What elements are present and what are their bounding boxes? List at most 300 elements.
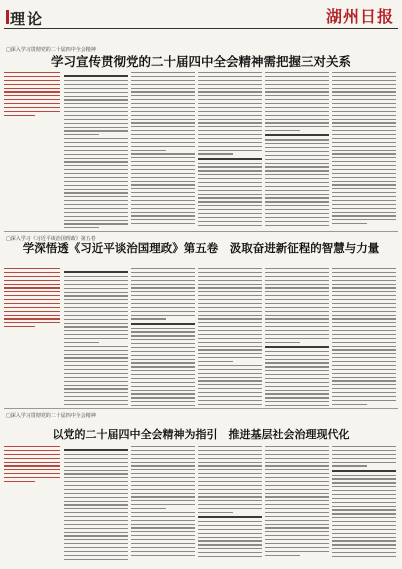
text-line [332,208,396,209]
text-line [131,355,195,356]
text-line [332,357,396,358]
text-line [198,361,233,362]
text-line [131,539,195,540]
text-line [64,223,128,224]
text-line [131,95,195,96]
text-line [198,384,262,385]
text-line [131,212,195,213]
text-line [64,539,128,540]
text-line [64,185,128,186]
text-line [64,315,128,316]
newspaper-logo: 湖州日报 [325,7,394,26]
text-line [131,130,195,131]
text-line [64,307,128,308]
text-line [131,84,195,85]
text-line [265,362,329,363]
text-line [265,551,329,552]
text-line [64,508,128,509]
text-line [332,181,396,182]
text-line [332,91,396,92]
text-line [4,295,60,296]
text-line [131,76,195,77]
text-line [64,381,128,382]
text-line [332,334,396,335]
text-line [332,138,396,139]
text-line [131,378,195,379]
text-line [198,353,262,354]
text-line [4,322,60,323]
text-line [265,481,329,482]
text-line [131,454,195,455]
text-line [4,469,60,470]
text-line [332,169,396,170]
text-line [4,291,60,292]
text-line [64,220,128,221]
text-line [332,521,396,522]
text-line [131,374,195,375]
article-1-kicker: □深入学习贯彻党的二十届四中全会精神 [6,47,96,53]
text-line [198,111,262,112]
text-line [131,126,195,127]
article-3-abstract [4,446,60,485]
text-line [198,465,262,466]
text-line [4,99,60,100]
section-divider [4,408,398,409]
text-line [4,458,60,459]
text-line [4,318,60,319]
text-line [198,225,262,226]
text-line [198,130,262,131]
text-line [64,84,128,85]
text-line [64,369,128,370]
text-line [265,107,329,108]
text-line [332,196,396,197]
text-line [198,544,262,545]
text-line [198,548,262,549]
masthead-rule [4,28,398,29]
text-line [332,111,396,112]
text-line [265,496,329,497]
text-line [4,88,60,89]
text-line [64,107,128,108]
text-line [198,115,262,116]
text-line [198,95,262,96]
text-line [198,311,262,312]
text-line [198,357,262,358]
text-line [64,127,128,128]
text-line [265,524,329,525]
text-line [131,280,195,281]
text-line [265,111,329,112]
article-2-column [64,268,128,412]
text-line [332,458,396,459]
text-line [332,517,396,518]
text-line [64,338,128,339]
text-line [332,188,396,189]
text-line [265,378,329,379]
text-line [64,115,128,116]
text-line [64,373,128,374]
text-line [265,80,329,81]
text-line [198,186,262,187]
text-line [131,535,195,536]
text-line [198,446,262,447]
text-line [332,122,396,123]
text-line [64,547,128,548]
text-line [4,477,60,478]
text-line [131,192,195,193]
text-line [332,373,396,374]
text-line [131,188,195,189]
text-line [64,196,128,197]
text-line [265,221,329,222]
text-line [332,272,396,273]
article-3-headline[interactable]: 以党的二十届四中全会精神为指引 推进基层社会治理现代化 [52,428,350,441]
text-line [198,516,262,518]
text-line [4,303,60,304]
text-line [265,393,329,394]
text-line [198,197,262,198]
text-line [332,450,396,451]
text-line [198,462,262,463]
text-line [332,130,396,131]
text-line [332,84,396,85]
text-line [265,477,329,478]
text-line [64,200,128,201]
text-line [332,330,396,331]
text-line [64,111,128,112]
text-line [131,196,195,197]
text-line [198,556,262,557]
text-line [198,166,262,167]
text-line [131,473,195,474]
text-line [332,513,396,514]
article-2-column [265,268,329,409]
text-line [198,508,262,509]
text-line [198,209,262,210]
text-line [332,291,396,292]
text-line [265,178,329,179]
text-line [131,107,195,108]
text-line [265,401,329,402]
text-line [332,475,396,476]
text-line [332,346,396,347]
text-line [332,280,396,281]
text-line [265,346,329,348]
text-line [332,153,396,154]
text-line [332,76,396,77]
text-line [198,404,262,405]
text-line [131,307,195,308]
text-line [131,500,195,501]
text-line [265,170,329,171]
text-line [64,377,128,378]
text-line [265,182,329,183]
article-2-column [198,268,262,408]
text-line [64,466,128,467]
text-line [198,489,262,490]
text-line [131,119,195,120]
text-line [332,88,396,89]
text-line [332,157,396,158]
text-line [131,512,195,513]
text-line [265,291,329,292]
text-line [64,319,128,320]
text-line [198,287,262,288]
text-line [131,393,195,394]
article-3-kicker: □深入学习贯彻党的二十届四中全会精神 [6,413,96,419]
text-line [332,134,396,135]
article-2-abstract [4,268,60,330]
text-line [4,103,60,104]
text-line [64,99,128,100]
text-line [64,520,128,521]
text-line [265,386,329,387]
text-line [4,107,60,108]
text-line [64,75,128,77]
text-line [265,76,329,77]
text-line [64,216,128,217]
text-line [131,315,195,316]
text-line [198,142,262,143]
text-line [332,165,396,166]
text-line [265,342,300,343]
text-line [64,504,128,505]
text-line [64,334,128,335]
text-line [332,200,396,201]
text-line [4,481,35,482]
text-line [198,91,262,92]
text-line [64,516,128,517]
text-line [265,462,329,463]
text-line [332,315,396,316]
text-line [131,551,195,552]
text-line [265,458,329,459]
text-line [131,146,195,147]
text-line [64,388,128,389]
text-line [265,190,329,191]
text-line [265,535,329,536]
text-line [332,369,396,370]
text-line [265,531,329,532]
text-line [332,303,396,304]
text-line [131,458,195,459]
text-line [131,477,195,478]
text-line [198,150,262,151]
text-line [198,126,262,127]
text-line [265,174,329,175]
text-line [265,155,329,156]
article-2-headline[interactable]: 学深悟透《习近平谈治国理政》第五卷 汲取奋进新征程的智慧与力量 [22,241,380,255]
text-line [64,535,128,536]
text-line [198,107,262,108]
text-line [198,72,262,73]
text-line [64,385,128,386]
text-line [198,512,233,513]
text-line [131,208,195,209]
text-line [131,347,195,348]
masthead [4,2,398,38]
article-1-headline[interactable]: 学习宣传贯彻党的二十届四中全会精神需把握三对关系 [50,54,351,69]
text-line [131,91,195,92]
text-line [198,205,262,206]
text-line [4,326,35,327]
text-line [198,307,262,308]
text-line [198,485,262,486]
text-line [4,268,60,269]
text-line [131,496,195,497]
text-line [198,190,262,191]
text-line [265,504,329,505]
text-line [265,516,329,517]
text-line [131,276,195,277]
text-line [64,212,128,213]
text-line [198,369,262,370]
text-line [332,462,396,463]
text-line [4,95,60,96]
text-line [131,268,195,269]
text-line [64,551,128,552]
text-line [332,115,396,116]
text-line [64,284,128,285]
text-line [4,284,60,285]
text-line [332,365,396,366]
text-line [198,552,262,553]
text-line [131,219,195,220]
text-line [198,533,262,534]
article-2-column [131,268,195,409]
text-line [131,323,195,325]
text-line [265,303,329,304]
text-line [265,84,329,85]
text-line [131,343,195,344]
text-line [198,178,262,179]
text-line [64,169,128,170]
section-title: 理论 [10,10,45,28]
article-1-column [198,72,262,228]
text-line [64,80,128,81]
text-line [64,103,128,104]
text-line [265,512,329,513]
text-line [131,200,195,201]
text-line [332,204,396,205]
text-line [131,359,195,360]
text-line [4,84,60,85]
text-line [332,72,396,73]
text-line [64,470,128,471]
text-line [64,400,128,401]
text-line [332,482,396,483]
text-line [64,559,128,560]
text-line [265,276,329,277]
article-3-column [332,446,396,560]
text-line [131,223,195,224]
text-line [131,134,195,135]
text-line [131,103,195,104]
text-line [198,458,262,459]
text-line [265,143,329,144]
text-line [64,154,128,155]
text-line [64,96,128,97]
text-line [64,454,128,455]
text-line [64,119,128,120]
text-line [131,184,195,185]
text-line [265,334,329,335]
text-line [332,498,396,499]
text-line [131,390,195,391]
text-line [4,80,60,81]
text-line [265,390,329,391]
text-line [131,181,195,182]
text-line [265,330,329,331]
text-line [198,134,262,135]
text-line [64,173,128,174]
text-line [265,555,300,556]
text-line [131,80,195,81]
text-line [265,268,329,269]
text-line [4,76,60,77]
text-line [131,520,195,521]
text-line [265,307,329,308]
text-line [64,142,128,143]
article-1-column [332,72,396,227]
text-line [332,404,367,405]
text-line [332,392,396,393]
text-line [332,322,396,323]
text-line [198,322,262,323]
text-line [265,382,329,383]
text-line [131,547,195,548]
text-line [265,450,329,451]
text-line [198,392,262,393]
text-line [64,189,128,190]
text-line [265,72,329,73]
text-line [4,91,60,92]
text-line [64,92,128,93]
text-line [131,469,195,470]
text-line [332,223,367,224]
text-line [332,396,396,397]
text-line [131,362,195,363]
text-line [332,537,396,538]
text-line [198,500,262,501]
text-line [64,512,128,513]
text-line [332,99,396,100]
text-line [198,540,262,541]
text-line [198,493,262,494]
text-line [64,493,128,494]
text-line [198,217,262,218]
text-line [131,122,195,123]
text-line [332,126,396,127]
text-line [332,299,396,300]
text-line [332,287,396,288]
text-line [332,540,396,541]
text-line [265,508,329,509]
text-line [265,370,329,371]
text-line [64,392,128,393]
text-line [332,212,396,213]
text-line [131,115,195,116]
text-line [265,272,329,273]
text-line [64,88,128,89]
text-line [4,454,60,455]
text-line [332,107,396,108]
text-line [265,500,329,501]
article-3-column [131,446,195,558]
text-line [332,494,396,495]
text-line [64,330,128,331]
